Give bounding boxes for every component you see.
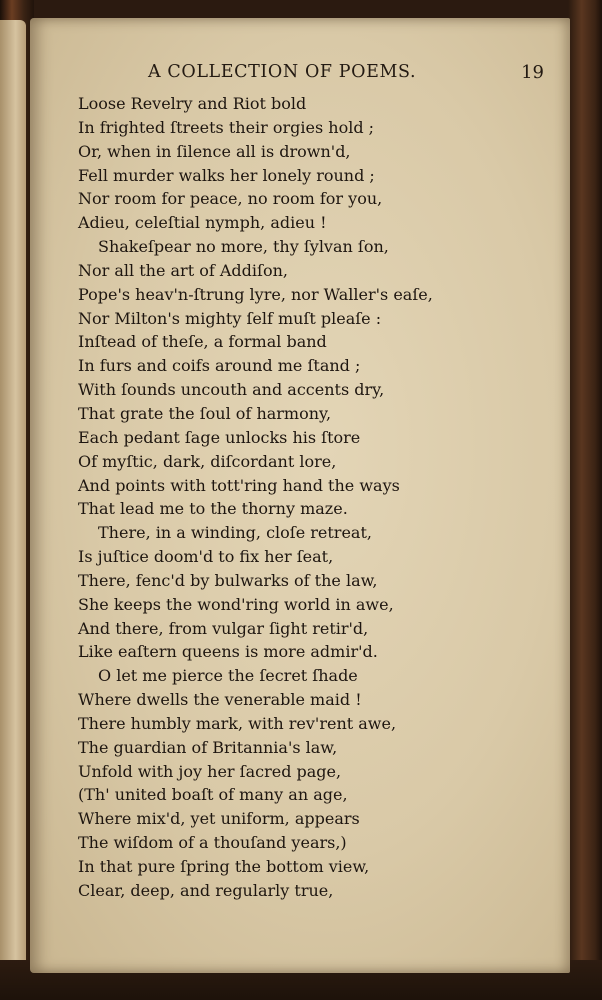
- poem-text: [78, 92, 548, 903]
- poem-line: Adieu, celeſtial nymph, adieu !: [78, 213, 327, 233]
- poem-line: There, in a winding, cloſe retreat,: [98, 523, 372, 543]
- poem-line: Where mix'd, yet uniform, appears: [78, 809, 360, 829]
- poem-line: Nor all the art of Addiſon,: [78, 260, 288, 280]
- poem-line: Like eaſtern queens is more admir'd.: [78, 642, 378, 662]
- poem-line: In that pure ſpring the bottom view,: [78, 857, 370, 876]
- poem-line: In frighted ſtreets their orgies hold ;: [78, 117, 375, 137]
- poem-line: And there, from vulgar ſight retir'd,: [78, 618, 369, 638]
- poem-line: In furs and coifs around me ſtand ;: [78, 356, 361, 376]
- poem-line: The guardian of Britannia's law,: [78, 737, 338, 757]
- poem-line: That lead me to the thorny maze.: [78, 499, 348, 519]
- poem-line: Nor Milton's mighty ſelf muſt pleaſe :: [78, 308, 382, 328]
- poem-line: Unfold with joy her ſacred page,: [78, 761, 342, 781]
- poem-line: Clear, deep, and regularly true,: [78, 880, 334, 900]
- poem-line: (Th' united boaſt of many an age,: [78, 785, 348, 805]
- poem-line: Where dwells the venerable maid !: [78, 690, 362, 710]
- poem-line: Is juſtice doom'd to fix her ſeat,: [78, 547, 334, 567]
- book-binding-right: [568, 0, 602, 1000]
- poem-line: That grate the ſoul of harmony,: [78, 403, 332, 423]
- poem-line: Pope's heav'n-ſtrung lyre, nor Waller's eaſe,: [78, 284, 433, 304]
- poem-line: Fell murder walks her lonely round ;: [78, 165, 375, 185]
- poem-line: The wiſdom of a thouſand years,): [78, 833, 347, 853]
- page-number: 19: [521, 62, 544, 83]
- poem-line: O let me pierce the ſecret ſhade: [98, 666, 358, 686]
- book-page: [30, 18, 570, 973]
- facing-page-edge: [0, 20, 26, 980]
- running-title: A COLLECTION OF POEMS.: [148, 62, 417, 82]
- page-header: [148, 62, 552, 86]
- poem-line: Of myſtic, dark, diſcordant lore,: [78, 451, 337, 471]
- poem-line: Each pedant ſage unlocks his ſtore: [78, 427, 361, 447]
- poem-line: Shakeſpear no more, thy ſylvan ſon,: [98, 237, 389, 257]
- poem-line: She keeps the wond'ring world in awe,: [78, 594, 394, 614]
- poem-line: There, fenc'd by bulwarks of the law,: [78, 570, 378, 590]
- poem-line: Or, when in ſilence all is drown'd,: [78, 141, 351, 161]
- poem-line: Nor room for peace, no room for you,: [78, 189, 383, 209]
- poem-line: And points with tott'ring hand the ways: [78, 475, 400, 495]
- poem-line: Loose Revelry and Riot bold: [78, 94, 307, 113]
- poem-line: Inſtead of theſe, a formal band: [78, 332, 327, 352]
- poem-line: With ſounds uncouth and accents dry,: [78, 380, 385, 400]
- poem-line: There humbly mark, with rev'rent awe,: [78, 713, 397, 733]
